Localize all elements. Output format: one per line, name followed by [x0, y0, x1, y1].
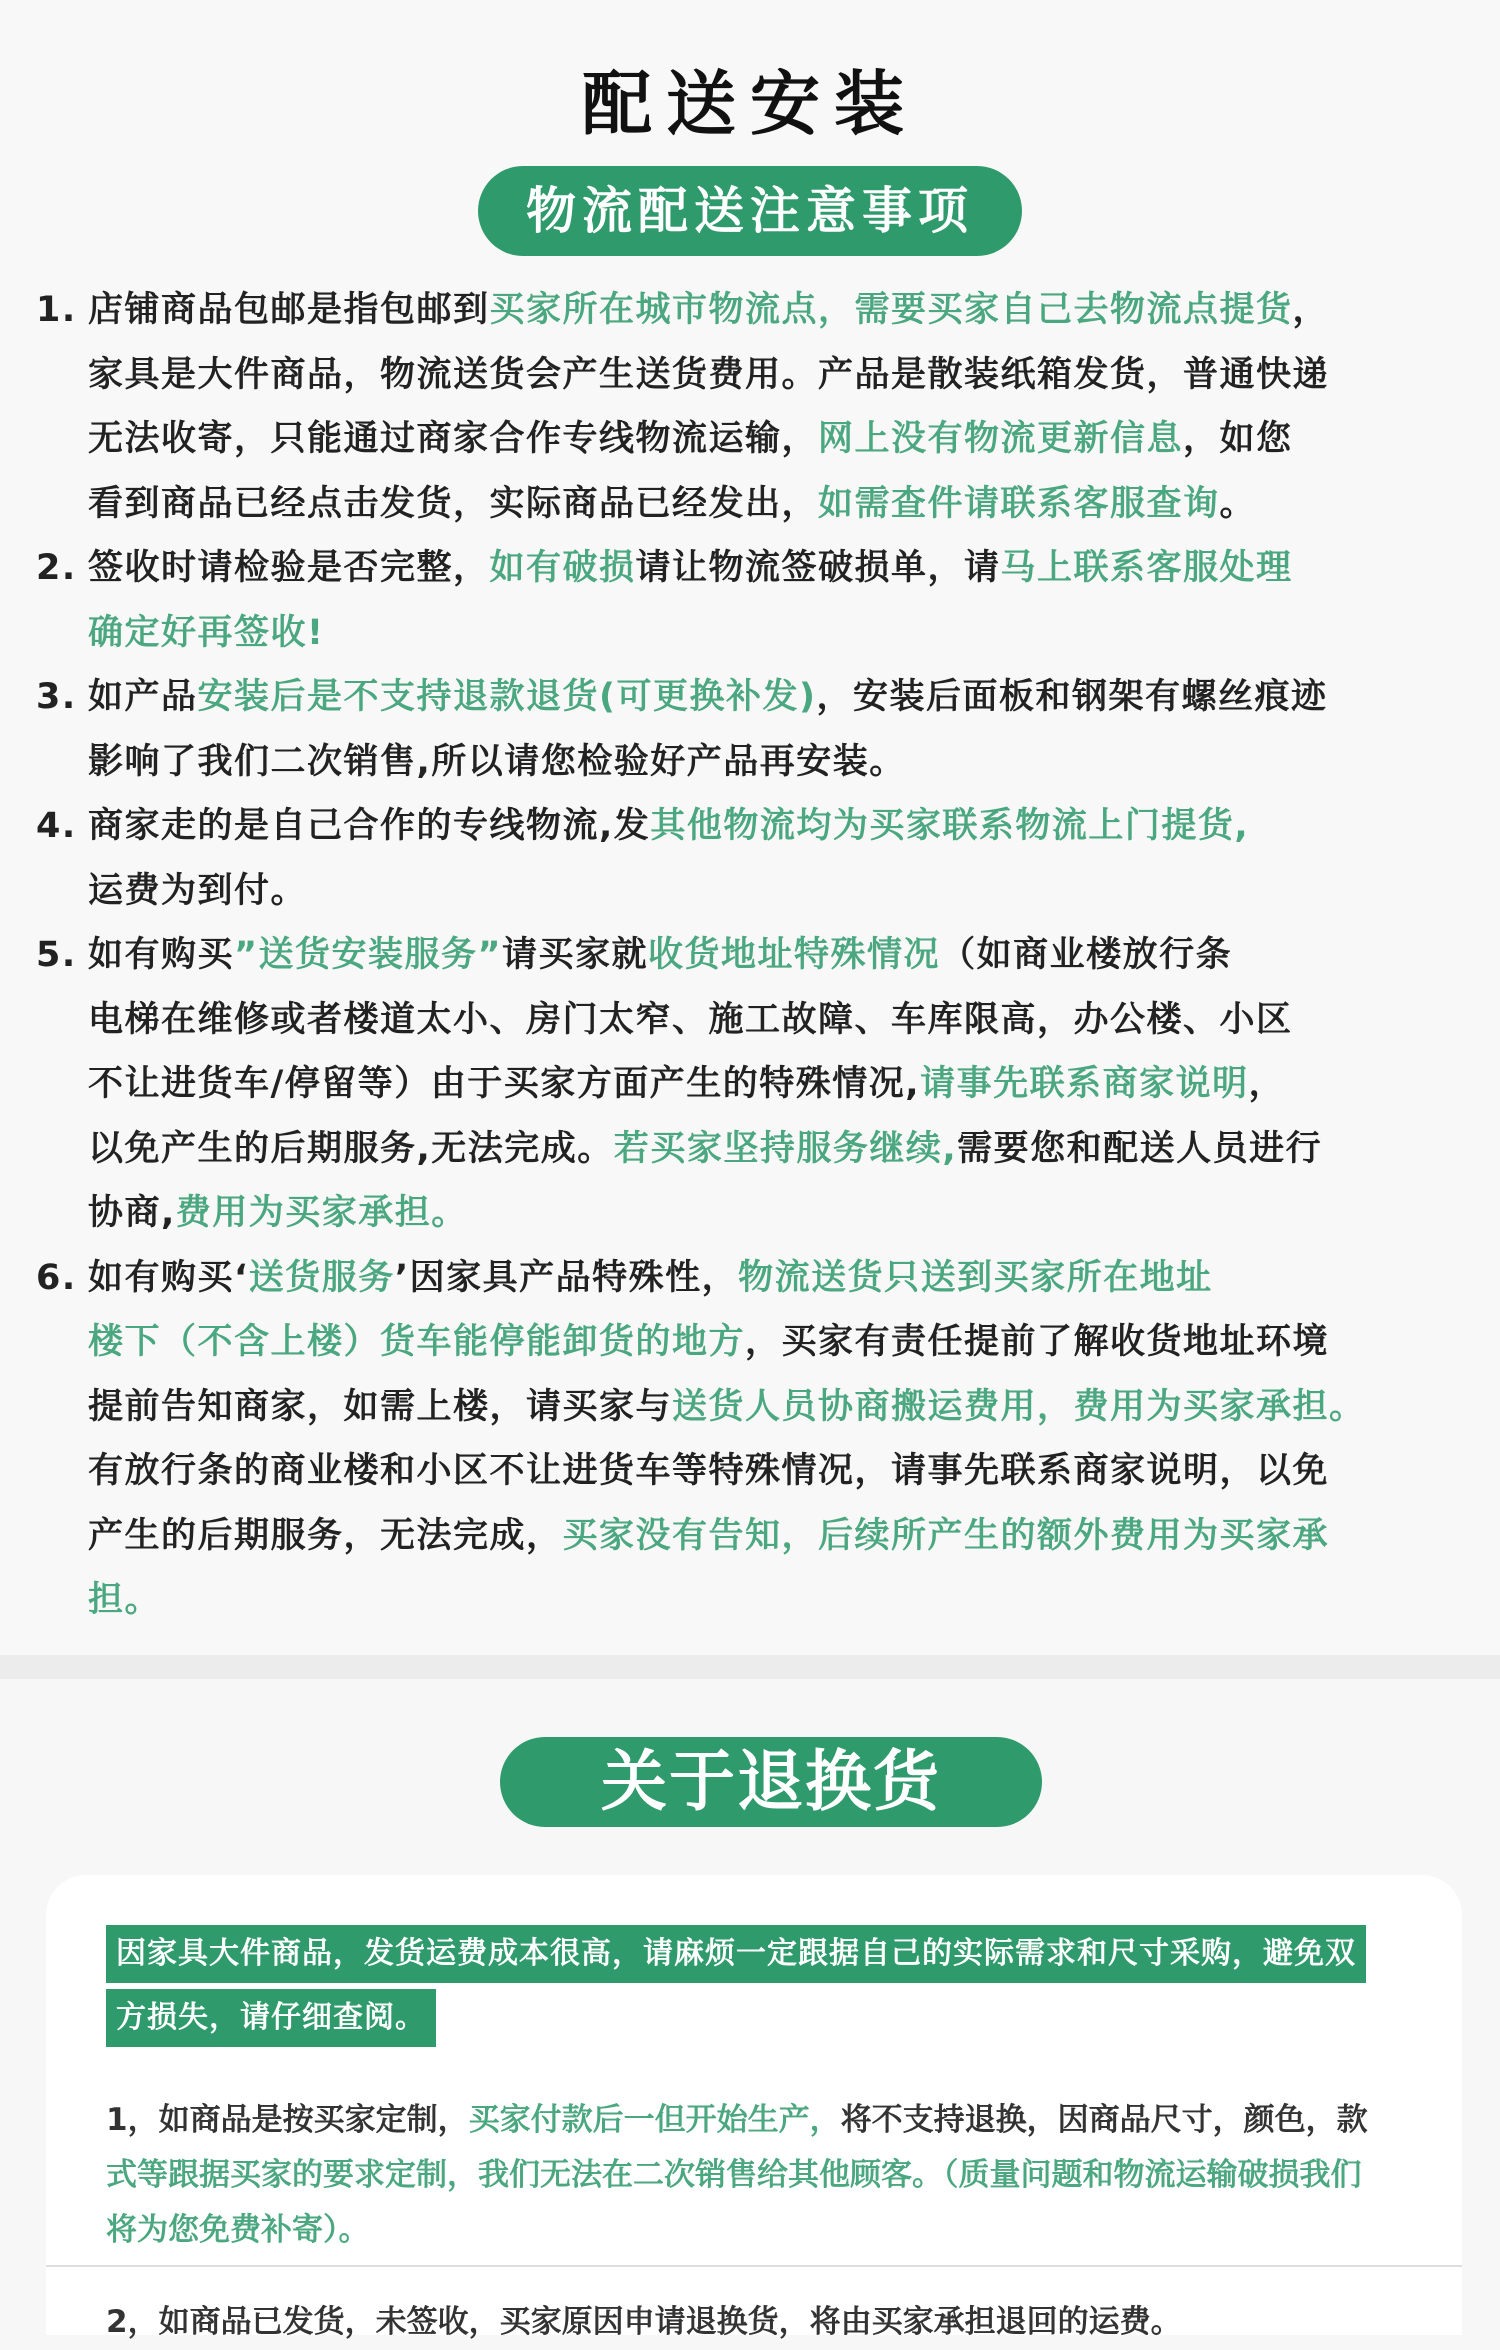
section-divider — [0, 1655, 1500, 1679]
highlight-text: 物流送货只送到买家所在地址 — [738, 1257, 1213, 1298]
highlight-text: 如需查件请联系客服查询 — [818, 483, 1220, 524]
note-number: 1. — [36, 290, 77, 330]
text-line — [88, 1439, 1450, 1504]
text-line — [88, 407, 1450, 472]
text-line — [88, 343, 1450, 408]
body-text: ，安装后面板和钢架有螺丝痕迹 — [816, 677, 1328, 717]
highlight-text: 请事先联系商家说明 — [920, 1064, 1249, 1104]
body-text: 不让进货车/停留等）由于买家方面产生的特殊情况, — [88, 1064, 921, 1104]
highlight-text: 收货地址特殊情况 — [648, 935, 941, 975]
body-text: ， — [1248, 1064, 1286, 1104]
text-line — [88, 601, 1450, 666]
body-text: 商家走的是自己合作的专线物流,发 — [88, 806, 651, 846]
returns-rule — [46, 2265, 1462, 2267]
text-line — [88, 1052, 1450, 1117]
body-text: 请买家就 — [502, 935, 649, 975]
text-line — [88, 859, 1450, 924]
note-number: 6. — [36, 1257, 77, 1298]
body-text: 运费为到付。 — [88, 870, 308, 911]
text-line — [88, 988, 1450, 1053]
highlight-text: 其他物流均为买家联系物流上门提货, — [650, 806, 1250, 846]
body-text: 将不支持退换，因商品尺寸，颜色，款 — [840, 2102, 1368, 2138]
body-text: 影响了我们二次销售,所以请您检验好产品再安装。 — [88, 741, 906, 782]
body-text: 店铺商品包邮是指包邮到 — [88, 290, 490, 330]
body-text: （如商业楼放行条 — [940, 935, 1233, 975]
body-text: ’因家具产品特殊性， — [394, 1257, 739, 1298]
highlight-text: 若买家坚持服务继续, — [613, 1128, 958, 1169]
highlight-text: 送货服务 — [248, 1257, 395, 1298]
body-text: 家具是大件商品，物流送货会产生送货费用。产品是散装纸箱发货，普通快递 — [88, 354, 1330, 395]
text-line — [88, 1246, 1450, 1311]
body-text: ，如您 — [1183, 419, 1293, 459]
body-text: 1，如商品是按买家定制， — [106, 2102, 469, 2138]
body-text: 。 — [1219, 483, 1257, 524]
returns-item-2: 2，如商品已发货，未签收，买家原因申请退换货，将由买家承担退回的运费。 — [106, 2304, 1182, 2340]
highlight-text: 买家没有告知，后续所产生的额外费用为买家承 — [562, 1515, 1330, 1556]
body-text: 产生的后期服务，无法完成， — [88, 1515, 563, 1556]
text-line — [88, 923, 1450, 988]
highlight-text: 担。 — [88, 1580, 162, 1620]
text-line — [88, 665, 1450, 730]
note-number: 4. — [36, 806, 77, 846]
body-text: 如有购买‘ — [88, 1257, 249, 1298]
body-text: 无法收寄，只能通过商家合作专线物流运输， — [88, 419, 819, 459]
body-text: 签收时请检验是否完整， — [88, 548, 490, 588]
returns-banner — [106, 1925, 1416, 2053]
highlight-text: 买家所在城市物流点，需要买家自己去物流点提货 — [489, 290, 1293, 330]
note-number: 2. — [36, 548, 77, 588]
note-item — [0, 536, 1500, 665]
highlight-text: 费用为买家承担。 — [175, 1193, 468, 1233]
text-line — [88, 1181, 1450, 1246]
body-text: ，买家有责任提前了解收货地址环境 — [745, 1322, 1330, 1362]
body-text: 看到商品已经点击发货，实际商品已经发出， — [88, 483, 819, 524]
note-item — [0, 923, 1500, 1246]
highlight-text: 买家付款后一但开始生产， — [468, 2102, 841, 2138]
note-item — [0, 278, 1500, 536]
banner-line: 因家具大件商品，发货运费成本很高，请麻烦一定跟据自己的实际需求和尺寸采购，避免双 — [106, 1925, 1366, 1983]
note-item — [0, 1246, 1500, 1633]
text-line — [88, 472, 1450, 537]
note-number: 3. — [36, 677, 77, 717]
text-line — [88, 1504, 1450, 1569]
text-line — [88, 1568, 1450, 1633]
text-line — [88, 794, 1450, 859]
highlight-text: 将为您免费补寄）。 — [106, 2212, 370, 2248]
text-line — [106, 2093, 1486, 2148]
page-title: 配送安装 — [582, 63, 918, 145]
text-line — [106, 2203, 1486, 2258]
highlight-text: 送货人员协商搬运费用，费用为买家承担。 — [672, 1386, 1366, 1427]
body-text: 如有购买 — [88, 935, 235, 975]
notes-list — [0, 278, 1500, 1633]
text-line — [88, 536, 1450, 601]
returns-pill: 关于退换货 — [500, 1737, 1042, 1827]
notice-pill: 物流配送注意事项 — [478, 166, 1022, 256]
highlight-text: 网上没有物流更新信息 — [818, 419, 1184, 459]
body-text: 请让物流签破损单，请 — [635, 548, 1001, 588]
highlight-text: 安装后是不支持退款退货(可更换补发) — [197, 677, 817, 717]
text-line — [88, 1117, 1450, 1182]
banner-line: 方损失，请仔细查阅。 — [106, 1989, 436, 2047]
highlight-text: 马上联系客服处理 — [1000, 548, 1293, 588]
note-number: 5. — [36, 935, 77, 975]
body-text: 如产品 — [88, 677, 198, 717]
body-text: 以免产生的后期服务,无法完成。 — [88, 1128, 614, 1169]
highlight-text: 确定好再签收! — [88, 612, 325, 653]
body-text: 提前告知商家，如需上楼，请买家与 — [88, 1386, 673, 1427]
returns-card — [46, 1875, 1462, 2340]
returns-item-1 — [106, 2093, 1486, 2258]
highlight-text: 式等跟据买家的要求定制，我们无法在二次销售给其他顾客。（质量问题和物流运输破损我们 — [106, 2157, 1362, 2193]
text-line — [88, 730, 1450, 795]
note-item — [0, 794, 1500, 923]
text-line — [88, 1375, 1450, 1440]
body-text: 协商, — [88, 1193, 176, 1233]
body-text: ， — [1292, 290, 1330, 330]
note-item — [0, 665, 1500, 794]
text-line — [88, 1310, 1450, 1375]
body-text: 需要您和配送人员进行 — [957, 1128, 1323, 1169]
highlight-text: 楼下（不含上楼）货车能停能卸货的地方 — [88, 1322, 746, 1362]
body-text: 电梯在维修或者楼道太小、房门太窄、施工故障、车库限高，办公楼、小区 — [88, 999, 1293, 1040]
body-text: 有放行条的商业楼和小区不让进货车等特殊情况，请事先联系商家说明，以免 — [88, 1451, 1330, 1491]
highlight-text: 如有破损 — [489, 548, 636, 588]
highlight-text: ”送货安装服务” — [234, 935, 503, 975]
text-line — [106, 2148, 1486, 2203]
text-line — [88, 278, 1450, 343]
